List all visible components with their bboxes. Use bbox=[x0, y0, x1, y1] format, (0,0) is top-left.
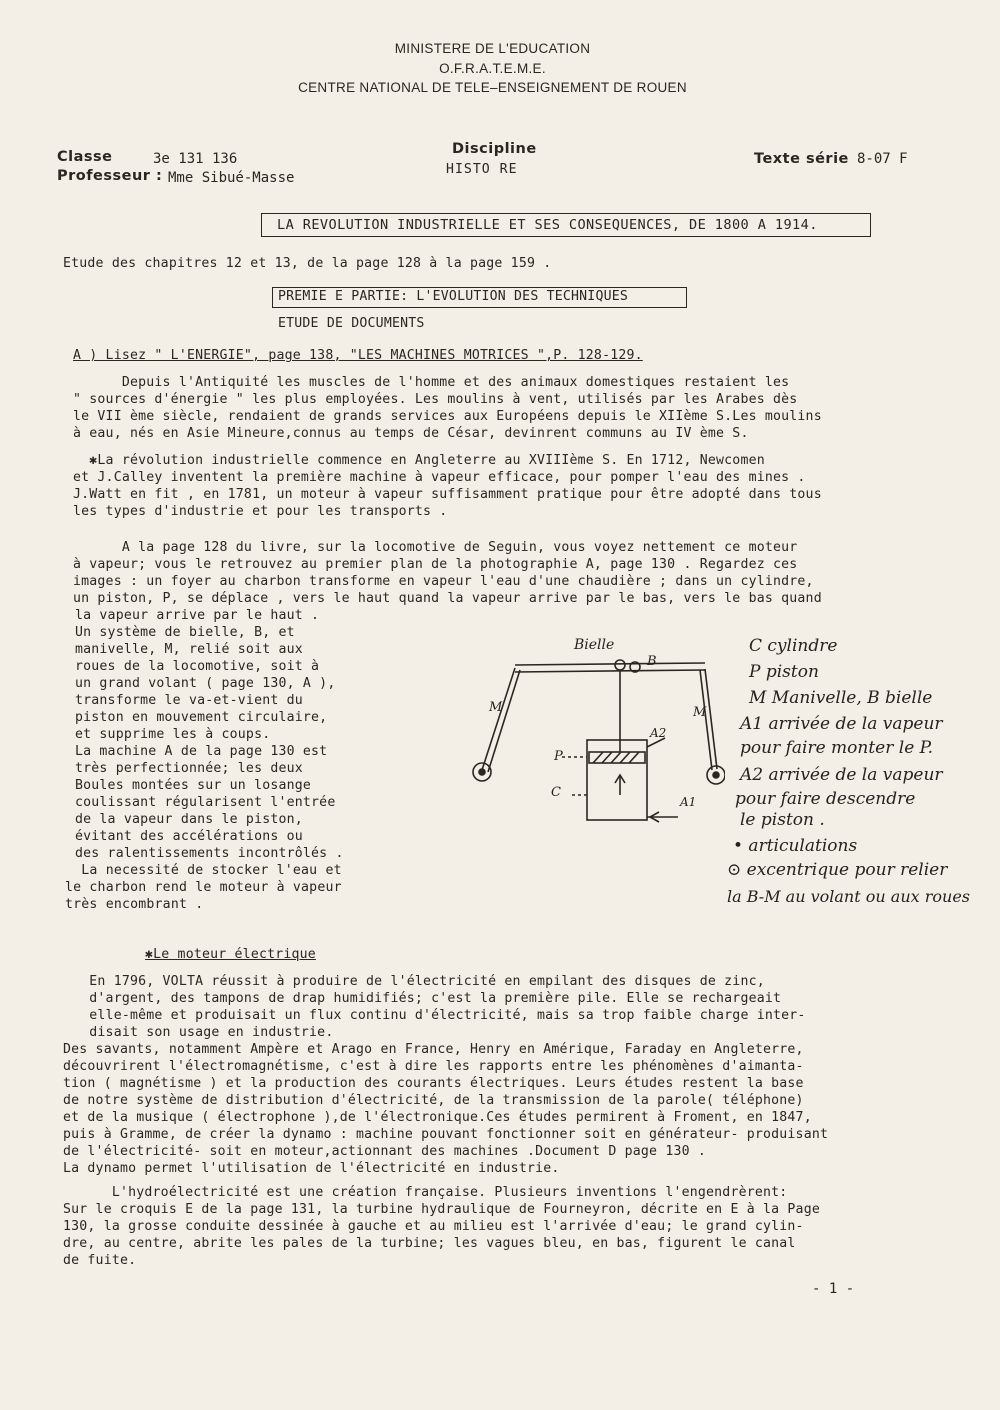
header-centre: CENTRE NATIONAL DE TELE–ENSEIGNEMENT DE ROUEN bbox=[298, 80, 687, 95]
para3-left-line: coulissant régularisent l'entrée bbox=[75, 795, 336, 810]
para3-left-line: La machine A de la page 130 est bbox=[75, 744, 328, 759]
header-ministry: MINISTERE DE L'EDUCATION bbox=[394, 41, 591, 56]
part-title-box bbox=[272, 287, 687, 308]
para4-line: disait son usage en industrie. bbox=[73, 1025, 334, 1040]
para6-line: dre, au centre, abrite les pales de la turbine; les vagues bleu, en bas, figurent le canal bbox=[63, 1236, 796, 1251]
para4-line: En 1796, VOLTA réussit à produire de l'électricité en empilant des disques de zinc, bbox=[73, 974, 765, 989]
para1-line: le VII ème siècle, rendaient de grands services aux Européens depuis le XIIème S.Les moulins bbox=[73, 409, 822, 424]
manivelle-left-line bbox=[488, 670, 520, 772]
para3-left-line: un grand volant ( page 130, A ), bbox=[75, 676, 336, 691]
para3-left-line: La necessité de stocker l'eau et bbox=[65, 863, 342, 878]
intro-line: Etude des chapitres 12 et 13, de la page 128 à la page 159 . bbox=[63, 256, 552, 271]
label-p: P bbox=[554, 749, 563, 764]
left-wheel-hub bbox=[479, 769, 485, 775]
para3-line: un piston, P, se déplace , vers le haut quand la vapeur arrive par le bas, vers le bas quand bbox=[73, 591, 822, 606]
para5-line: et de la musique ( électrophone ),de l'électronique.Ces études permirent à Froment, en 1847, bbox=[63, 1110, 812, 1125]
para3-left-line: le charbon rend le moteur à vapeur bbox=[65, 880, 342, 895]
handnote: ⊙ excentrique pour relier bbox=[727, 860, 948, 880]
label-a1: A1 bbox=[680, 795, 697, 809]
label-b: B bbox=[647, 654, 657, 669]
para3-left-line: Un système de bielle, B, et bbox=[75, 625, 295, 640]
handnote: C cylindre bbox=[749, 636, 838, 656]
para6-line: Sur le croquis E de la page 131, la turbine hydraulique de Fourneyron, décrite en E à la Page bbox=[63, 1202, 820, 1217]
para2-line: ✱La révolution industrielle commence en Angleterre au XVIIIème S. En 1712, Newcomen bbox=[73, 453, 765, 468]
professeur-value: Mme Sibué-Masse bbox=[168, 170, 295, 186]
para6-line: 130, la grosse conduite dessinée à gauche et au milieu est l'arrivée d'eau; le grand cylin- bbox=[63, 1219, 804, 1234]
texte-serie-label: Texte série bbox=[754, 151, 849, 167]
handnote: pour faire descendre bbox=[735, 789, 916, 809]
handnote: pour faire monter le P. bbox=[740, 738, 934, 758]
para3-left-line: roues de la locomotive, soit à bbox=[75, 659, 320, 674]
para5-line: découvrirent l'électromagnétisme, c'est à dire les rapports entre les phénomènes d'aimanta- bbox=[63, 1059, 804, 1074]
para5-line: tion ( magnétisme ) et la production des courants électriques. Leurs études restent la base bbox=[63, 1076, 804, 1091]
para3-left-line: très encombrant . bbox=[65, 897, 204, 912]
label-c: C bbox=[551, 785, 561, 800]
para2-line: et J.Calley inventent la première machine à vapeur efficace, pour pomper l'eau des mines . bbox=[73, 470, 806, 485]
classe-value: 3e 131 136 bbox=[153, 151, 238, 167]
handnote: M Manivelle, B bielle bbox=[749, 688, 933, 708]
para2-line: J.Watt en fit , en 1781, un moteur à vapeur suffisamment pratique pour être adopté dans tous bbox=[73, 487, 822, 502]
para3-left-line: Boules montées sur un losange bbox=[75, 778, 312, 793]
para3-left-line: de la vapeur dans le piston, bbox=[75, 812, 303, 827]
classe-label: Classe bbox=[57, 149, 113, 165]
part-title: PREMIE E PARTIE: L'EVOLUTION DES TECHNIQUES bbox=[278, 289, 629, 304]
para2-line: les types d'industrie et pour les transports . bbox=[73, 504, 448, 519]
electric-heading bbox=[145, 947, 316, 962]
para1-line: à eau, nés en Asie Mineure,connus au temps de César, devinrent communs au IV ème S. bbox=[73, 426, 749, 441]
handnote: • articulations bbox=[733, 836, 858, 856]
para6-line: L'hydroélectricité est une création française. Plusieurs inventions l'engendrèrent: bbox=[63, 1185, 788, 1200]
para5-line: La dynamo permet l'utilisation de l'électricité en industrie. bbox=[63, 1161, 560, 1176]
section-a-text: A ) Lisez " L'ENERGIE", page 138, "LES MACHINES MOTRICES ",P. 128-129. bbox=[73, 348, 643, 363]
para5-line: Des savants, notamment Ampère et Arago en France, Henry en Amérique, Faraday en Angleterre, bbox=[63, 1042, 804, 1057]
handnote: P piston bbox=[749, 662, 819, 682]
section-a-heading bbox=[73, 348, 643, 363]
manivelle-left-line bbox=[482, 668, 515, 770]
manivelle-right-line bbox=[705, 669, 717, 769]
para1-line: " sources d'énergie " les plus employées. Les moulins à vent, utilisés par les Arabes dès bbox=[73, 392, 798, 407]
page-title: LA REVOLUTION INDUSTRIELLE ET SES CONSEQUENCES, DE 1800 A 1914. bbox=[277, 217, 818, 233]
para1-line: Depuis l'Antiquité les muscles de l'homme et des animaux domestiques restaient les bbox=[73, 375, 790, 390]
electric-heading-text: ✱Le moteur électrique bbox=[145, 947, 316, 962]
para5-line: de notre système de distribution d'électricité, de la transmission de la parole( téléphone) bbox=[63, 1093, 804, 1108]
para4-line: elle-même et produisait un flux continu d'électricité, mais sa trop faible charge inter- bbox=[73, 1008, 806, 1023]
label-m-right: M bbox=[693, 705, 707, 720]
texte-serie-value: 8-07 F bbox=[857, 151, 908, 167]
discipline-label: Discipline bbox=[452, 141, 537, 157]
professeur-label: Professeur : bbox=[57, 168, 163, 184]
handnote: A1 arrivée de la vapeur bbox=[740, 714, 943, 734]
page-number: - 1 - bbox=[812, 1281, 855, 1297]
right-wheel-hub bbox=[713, 772, 719, 778]
para3-left-line: évitant des accélérations ou bbox=[75, 829, 303, 844]
para3-left-line: très perfectionnée; les deux bbox=[75, 761, 303, 776]
handnote: A2 arrivée de la vapeur bbox=[740, 765, 943, 785]
para5-line: puis à Gramme, de créer la dynamo : machine pouvant fonctionner soit en générateur- produisant bbox=[63, 1127, 829, 1142]
steam-engine-diagram bbox=[460, 635, 725, 850]
para3-left-line: piston en mouvement circulaire, bbox=[75, 710, 328, 725]
para3-left-line: des ralentissements incontrôlés . bbox=[75, 846, 344, 861]
para3-left-line: et supprime les à coups. bbox=[75, 727, 271, 742]
handnote: le piston . bbox=[740, 810, 825, 830]
para4-line: d'argent, des tampons de drap humidifiés; c'est la première pile. Elle se rechargeait bbox=[73, 991, 782, 1006]
manivelle-right-line bbox=[700, 670, 712, 770]
handnote: la B-M au volant ou aux roues bbox=[727, 887, 970, 906]
header-ofrateme: O.F.R.A.T.E.M.E. bbox=[439, 61, 546, 76]
bielle-rod-top bbox=[515, 663, 705, 665]
part-subtitle: ETUDE DE DOCUMENTS bbox=[278, 316, 425, 331]
para3-line: à vapeur; vous le retrouvez au premier plan de la photographie A, page 130 . Regardez ces bbox=[73, 557, 798, 572]
bielle-pivot bbox=[615, 660, 625, 670]
label-a2: A2 bbox=[650, 726, 667, 740]
title-box bbox=[261, 213, 871, 237]
discipline-value: HISTO RE bbox=[446, 162, 518, 177]
bielle-rod-bottom bbox=[515, 670, 705, 672]
para3-line: A la page 128 du livre, sur la locomotive de Seguin, vous voyez nettement ce moteur bbox=[73, 540, 798, 555]
para6-line: de fuite. bbox=[63, 1253, 137, 1268]
para5-line: de l'électricité- soit en moteur,actionnant des machines .Document D page 130 . bbox=[63, 1144, 707, 1159]
para3-left-line: transforme le va-et-vient du bbox=[75, 693, 303, 708]
label-bielle: Bielle bbox=[574, 637, 615, 653]
para3-line: images : un foyer au charbon transforme en vapeur l'eau d'une chaudière ; dans un cylindre, bbox=[73, 574, 814, 589]
para3-left-line: manivelle, M, relié soit aux bbox=[75, 642, 303, 657]
label-m-left: M bbox=[489, 700, 503, 715]
para3-line: la vapeur arrive par le haut . bbox=[75, 608, 320, 623]
